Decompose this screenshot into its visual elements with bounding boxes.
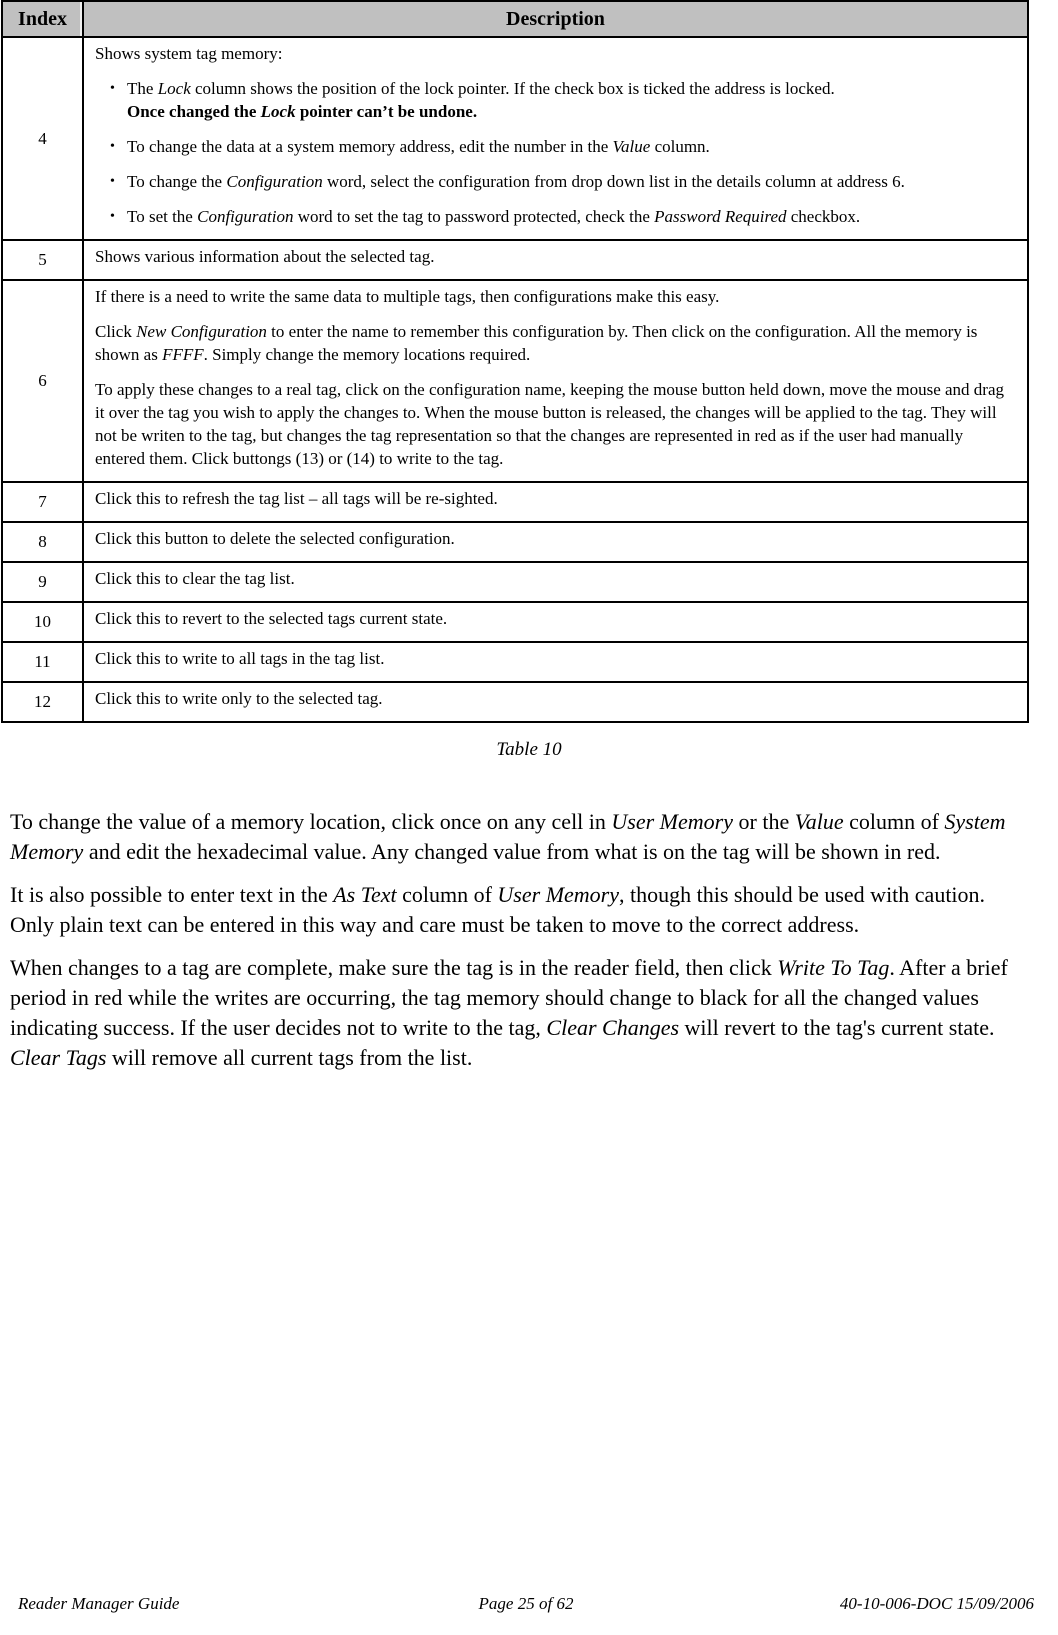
row-description [83, 280, 1028, 482]
row-description [83, 642, 1028, 682]
text-run: Lock [157, 79, 191, 98]
text-run: and edit the hexadecimal value. Any changed value from what is on the tag will be shown in red. [83, 839, 941, 864]
row-index: 6 [2, 280, 83, 482]
description-paragraph [95, 378, 1013, 470]
row-description [83, 562, 1028, 602]
text-run: Click this button to delete the selected configuration. [95, 529, 455, 548]
description-column-header: Description [83, 1, 1028, 37]
text-run: pointer can’t be undone. [295, 102, 478, 121]
text-run: To set the [127, 207, 198, 226]
table-caption: Table 10 [496, 739, 562, 760]
text-run: Clear Tags [10, 1045, 107, 1070]
page-footer [0, 1594, 1058, 1614]
description-paragraph [95, 647, 1013, 670]
text-run: Configuration [197, 207, 294, 226]
bullet-text [127, 170, 1013, 193]
bullet-item [95, 135, 1013, 158]
text-run: The [127, 79, 158, 98]
text-run: will revert to the tag's current state. [679, 1015, 995, 1040]
description-paragraph [95, 320, 1013, 366]
row-description [83, 522, 1028, 562]
description-paragraph [95, 567, 1013, 590]
footer-page-number: Page 25 of 62 [478, 1594, 574, 1613]
row-index: 4 [2, 37, 83, 240]
text-run: Click [95, 322, 137, 341]
row-index: 11 [2, 642, 83, 682]
row-index: 7 [2, 482, 83, 522]
text-run: word to set the tag to password protected, check the [293, 207, 655, 226]
row-description [83, 682, 1028, 722]
description-paragraph [95, 607, 1013, 630]
body-paragraph [10, 953, 1022, 1073]
body-paragraph [10, 880, 1022, 940]
text-run: User Memory [497, 882, 620, 907]
text-run: It is also possible to enter text in the [10, 882, 334, 907]
table-body [2, 37, 1028, 722]
text-run: . After a brief period in red while the writes are occurring, the tag memory should change to black for all the changed values indicating success. If the user decides not to write to the tag, [10, 955, 1008, 1040]
text-run: As Text [333, 882, 397, 907]
text-run: column shows the position of the lock pointer. If the check box is ticked the address is locked. [190, 79, 835, 98]
text-run: FFFF [162, 345, 204, 364]
text-run: column of [396, 882, 498, 907]
text-run: Write To Tag [777, 955, 890, 980]
text-run: column. [650, 137, 710, 156]
text-run: To apply these changes to a real tag, click on the configuration name, keeping the mouse button held down, move the mouse and drag it over the tag you wish to apply the changes to. When the mouse button is released, the changes will be applied to the tag. They will not be writen to the tag, but changes the tag representation so that the changes are represented in red as if the user had manually entered them. Click buttongs (13) or (14) to write to the tag. [95, 380, 1004, 468]
description-paragraph [95, 487, 1013, 510]
text-run: . Simply change the memory locations required. [203, 345, 531, 364]
table-row [2, 482, 1028, 522]
row-description [83, 240, 1028, 280]
body-paragraphs [10, 807, 1022, 1073]
bullet-text [127, 77, 1013, 123]
text-run: Shows various information about the selected tag. [95, 247, 435, 266]
bullet-text [127, 205, 1013, 228]
text-run: Once changed the [127, 102, 261, 121]
text-run: Click this to write to all tags in the tag list. [95, 649, 385, 668]
table-row [2, 37, 1028, 240]
row-index: 9 [2, 562, 83, 602]
bullet-icon: • [110, 174, 115, 189]
footer-document-title: Reader Manager Guide [18, 1594, 180, 1613]
row-description [83, 602, 1028, 642]
description-paragraph [95, 527, 1013, 550]
text-run: Value [612, 137, 651, 156]
bullet-item [95, 170, 1013, 193]
body-paragraph [10, 807, 1022, 867]
text-run: Click this to refresh the tag list – all tags will be re-sighted. [95, 489, 498, 508]
bullet-item [95, 77, 1013, 123]
table-row [2, 280, 1028, 482]
table-row [2, 682, 1028, 722]
bullet-icon: • [110, 81, 115, 96]
row-index: 8 [2, 522, 83, 562]
text-run: Shows system tag memory: [95, 44, 283, 63]
text-run: checkbox. [786, 207, 861, 226]
text-run: Lock [260, 102, 296, 121]
text-run: word, select the configuration from drop down list in the details column at address 6. [322, 172, 905, 191]
text-run: User Memory [611, 809, 733, 834]
footer-document-id: 40-10-006-DOC 15/09/2006 [839, 1594, 1034, 1613]
text-run: To change the value of a memory location, click once on any cell in [10, 809, 612, 834]
table-header-row [2, 1, 1028, 37]
description-paragraph [95, 245, 1013, 268]
row-index: 10 [2, 602, 83, 642]
row-index: 5 [2, 240, 83, 280]
table-row [2, 642, 1028, 682]
text-run: To change the data at a system memory address, edit the number in the [127, 137, 613, 156]
row-index: 12 [2, 682, 83, 722]
bullet-text [127, 135, 1013, 158]
text-run: will remove all current tags from the list. [106, 1045, 473, 1070]
row-description [83, 482, 1028, 522]
row-description [83, 37, 1028, 240]
text-run: When changes to a tag are complete, make sure the tag is in the reader field, then click [10, 955, 778, 980]
description-paragraph [95, 42, 1013, 65]
text-run: , though this should be used with caution. Only plain text can be entered in this way and care must be taken to move to the correct address. [10, 882, 986, 937]
text-run: or the [733, 809, 795, 834]
table-row [2, 562, 1028, 602]
text-run: Password Required [654, 207, 787, 226]
text-run: Click this to write only to the selected tag. [95, 689, 383, 708]
description-paragraph [95, 687, 1013, 710]
bullet-item [95, 205, 1013, 228]
text-run: If there is a need to write the same data to multiple tags, then configurations make this easy. [95, 287, 720, 306]
table-row [2, 602, 1028, 642]
index-column-header: Index [2, 1, 83, 37]
bullet-icon: • [110, 209, 115, 224]
text-run: column of [843, 809, 945, 834]
description-table [1, 0, 1029, 723]
text-run: To change the [127, 172, 227, 191]
description-paragraph [95, 285, 1013, 308]
text-run: Configuration [226, 172, 323, 191]
bullet-icon: • [110, 139, 115, 154]
text-run: Clear Changes [546, 1015, 680, 1040]
text-run: Click this to clear the tag list. [95, 569, 295, 588]
text-run: to enter the name to remember this configuration by. Then click on the configuration. All the memory is shown as [95, 322, 978, 364]
text-run: System Memory [10, 809, 1006, 864]
text-run: Value [794, 809, 844, 834]
text-run: Click this to revert to the selected tags current state. [95, 609, 448, 628]
text-run: New Configuration [136, 322, 267, 341]
table-row [2, 522, 1028, 562]
table-row [2, 240, 1028, 280]
